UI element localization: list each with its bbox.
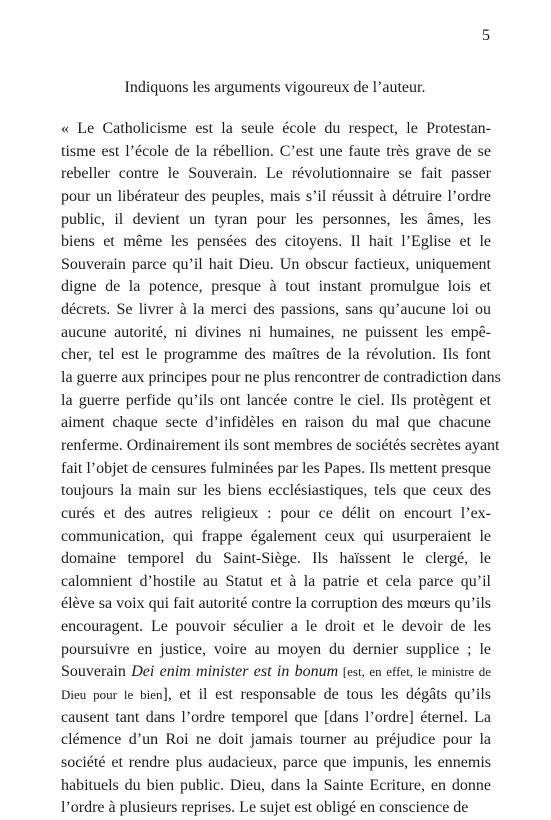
text-segment: tisme est l’école de la rébellion. C’est une faute très grave de se [61,142,491,160]
text-line [61,729,491,752]
text-line [61,276,491,299]
text-line [61,186,491,209]
text-line [61,526,491,549]
text-segment: « Le Catholicisme est la seule école du respect, le Protestan- [61,120,491,137]
text-line [61,435,500,458]
text-segment: décrets. Se livrer à la merci des passions, sans qu’aucune loi ou [61,301,491,319]
text-segment: poursuivre en justice, voire au moyen du dernier supplice ; le [61,640,491,658]
text-line [61,548,491,571]
text-segment: société et rendre plus audacieux, parce que impunis, les ennemis [61,753,491,771]
text-line [61,571,491,594]
text-line [61,752,491,775]
text-segment: cher, tel est le programme des maîtres de la révolution. Ils font [61,346,491,364]
text-segment: public, il devient un tyran pour les personnes, les âmes, les [61,210,491,228]
text-line [61,299,491,322]
text-segment: biens et même les pensées des citoyens. Il hait l’Eglise et le [61,233,491,251]
text-line [61,775,491,798]
text-segment: digne de la potence, presque à tout instant promulgue lois et [61,278,491,296]
text-segment: Dieu pour le bien [61,687,163,703]
text-segment: habituels du bien public. Dieu, dans la Sainte Ecriture, en donne [61,776,491,794]
text-segment: fait l’objet de censures fulminées par les Papes. Ils mettent presque [61,459,491,477]
text-segment: l’ordre à plusieurs reprises. Le sujet est obligé en conscience de [61,799,469,817]
text-segment: clémence d’un Roi ne doit jamais tourner au préjudice pour la [61,731,491,749]
text-line [61,209,491,232]
text-line [61,503,491,526]
text-segment: rebeller contre le Souverain. Le révolutionnaire se fait passer [61,165,491,183]
text-line [61,322,491,345]
text-line [61,412,491,435]
text-line [61,639,491,662]
text-line [61,344,491,367]
page-number: 5 [482,27,490,44]
text-segment: aucune autorité, ni divines ni humaines, ne puissent les empê- [61,323,491,341]
text-line [61,684,491,707]
text-line [61,616,491,639]
text-segment: la guerre aux principes pour ne plus rencontrer de contradiction dans [61,369,501,387]
text-segment: ], et il est responsable de tous les dégâts qu’ils [162,686,492,704]
text-segment: domaine temporel du Saint-Siège. Ils haïssent le clergé, le [61,550,491,568]
text-segment: pour un libérateur des peuples, mais s’il réussit à détruire l’ordre [61,187,491,205]
text-line [61,367,501,390]
text-segment: encouragent. Le pouvoir séculier a le droit et le devoir de les [61,618,491,636]
text-line [61,480,491,503]
text-segment: curés et des autres religieux : pour ce délit on encourt l’ex- [61,504,491,522]
text-line [61,593,491,616]
text-segment: toujours la main sur les biens ecclésiastiques, tels que ceux des [61,482,491,500]
text-line [61,231,491,254]
latin-quote: Dei enim minister est in bonum [131,663,339,681]
text-segment: communication, qui frappe également ceux qui usurperaient le [61,527,491,545]
text-segment: [est, en effet, le ministre de [338,664,492,680]
section-heading: Indiquons les arguments vigoureux de l’auteur. [124,79,426,96]
text-segment: aiment chaque secte d’infidèles en raison du mal que chacune [61,414,491,432]
text-segment: causent tant dans l’ordre temporel que [dans l’ordre] éternel. La [61,708,491,726]
text-line [61,118,491,141]
text-line [61,661,491,684]
text-line [61,458,491,481]
text-line [61,797,491,820]
text-line [61,390,491,413]
text-line [61,707,491,730]
text-segment: Souverain [61,663,132,681]
text-line [61,163,491,186]
text-segment: élève sa voix qui fait autorité contre la corruption des mœurs qu’ils [61,595,491,613]
text-segment: la guerre perfide qu’ils ont lancée contre le ciel. Ils protègent et [61,391,491,409]
text-line [61,141,491,164]
body-paragraph [61,118,501,820]
text-segment: renferme. Ordinairement ils sont membres de sociétés secrètes ayant [61,436,500,454]
text-segment: Souverain parce qu’il hait Dieu. Un obscur factieux, uniquement [61,255,491,273]
text-line [61,254,491,277]
text-segment: calomnient d’hostile au Statut et à la patrie et cela parce qu’il [61,572,491,590]
